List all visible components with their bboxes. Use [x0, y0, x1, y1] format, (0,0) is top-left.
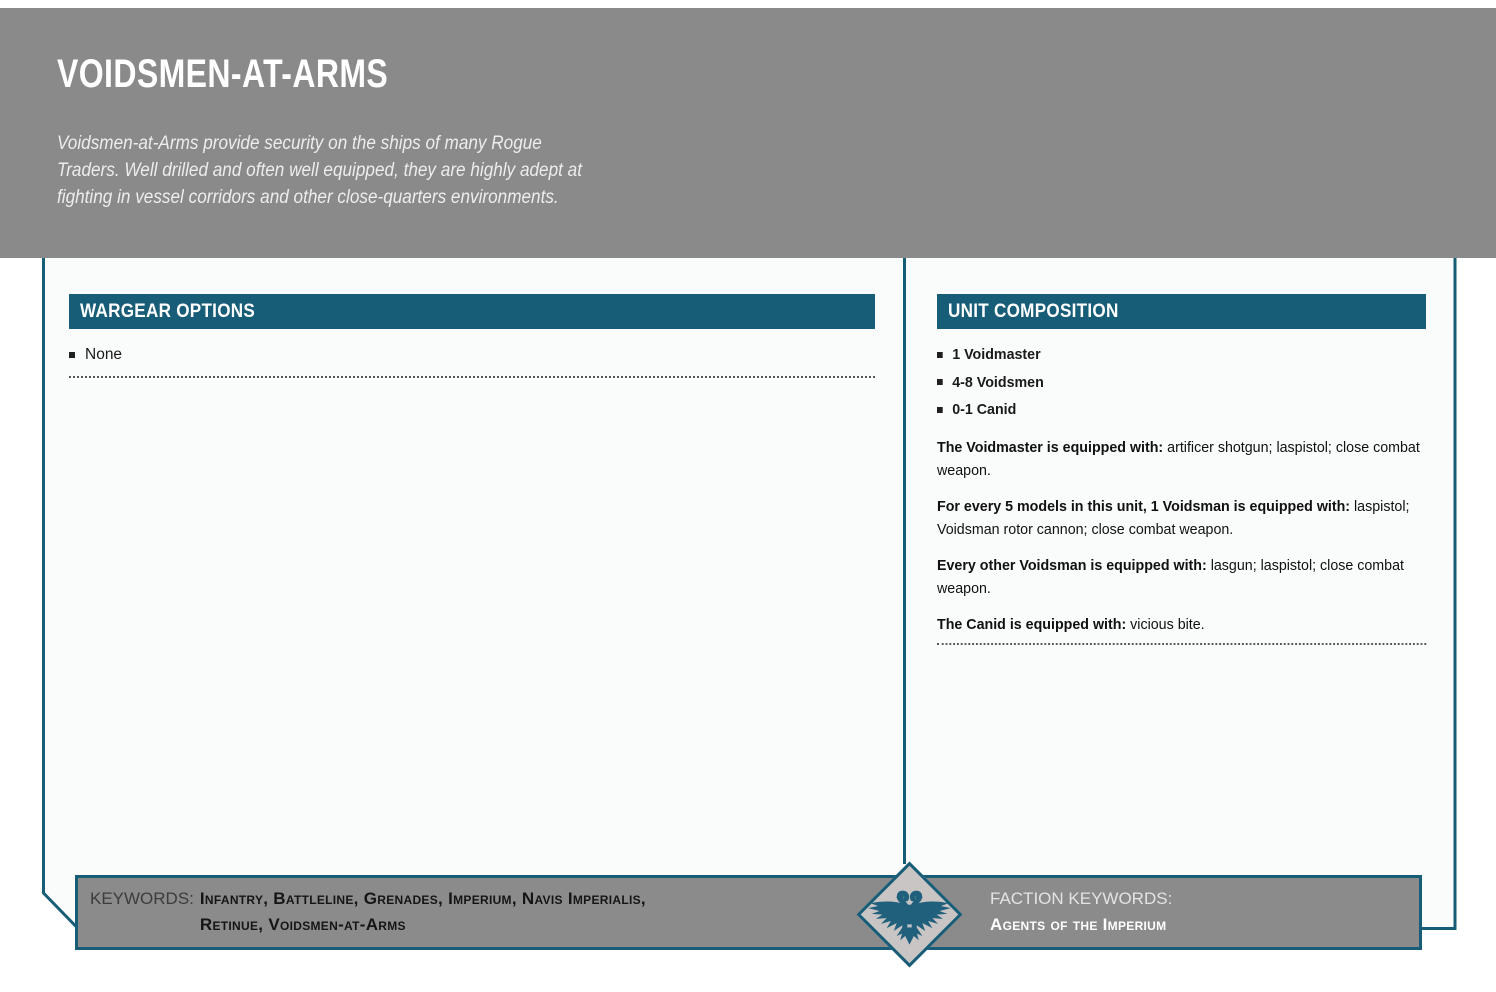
equipment-detail: laspistol; Voidsman rotor cannon; close combat weapon. — [937, 497, 1410, 538]
square-bullet-icon — [69, 352, 75, 358]
equipment-detail: artificer shotgun; laspistol; close combat weapon. — [937, 438, 1420, 479]
page-title: VOIDSMEN-AT-ARMS — [57, 52, 389, 96]
wargear-option-item — [69, 341, 875, 369]
unit-model-item — [937, 396, 1426, 424]
unit-model-label: 4-8 Voidsmen — [952, 373, 1044, 391]
unit-model-item — [937, 369, 1426, 397]
unit-model-item — [937, 341, 1426, 369]
keywords-block — [90, 886, 646, 938]
section-separator — [69, 376, 875, 378]
wargear-options-list — [69, 341, 875, 369]
wargear-option-label: None — [85, 345, 123, 363]
faction-keywords-block — [990, 886, 1172, 938]
keywords-line: Infantry, Battleline, Grenades, Imperium, Navis Imperialis, — [199, 889, 646, 908]
unit-model-label: 0-1 Canid — [952, 401, 1017, 419]
equipment-paragraph — [937, 554, 1426, 601]
wargear-options-title: WARGEAR OPTIONS — [80, 300, 256, 322]
unit-composition-header — [937, 294, 1426, 329]
keywords-bar — [75, 875, 1422, 950]
equipment-lead: The Canid is equipped with: — [937, 615, 1127, 633]
equipment-detail: lasgun; laspistol; close combat weapon. — [937, 556, 1404, 597]
description-line: Traders. Well drilled and often well equipped, they are highly adept at — [57, 159, 582, 181]
square-bullet-icon — [937, 407, 943, 413]
description-line: fighting in vessel corridors and other close-quarters environments. — [57, 186, 559, 208]
equipment-lead: For every 5 models in this unit, 1 Voidsman is equipped with: — [937, 497, 1351, 515]
faction-keywords-label: FACTION KEYWORDS: — [990, 889, 1173, 908]
section-separator — [937, 643, 1426, 645]
equipment-paragraph — [937, 613, 1426, 637]
unit-model-label: 1 Voidmaster — [952, 346, 1041, 364]
unit-composition-body — [937, 341, 1426, 645]
description-line: Voidsmen-at-Arms provide security on the ships of many Rogue — [57, 132, 542, 154]
keywords-list — [200, 886, 646, 938]
faction-keywords-value: Agents of the Imperium — [990, 915, 1167, 934]
equipment-lead: Every other Voidsman is equipped with: — [937, 556, 1207, 574]
square-bullet-icon — [937, 379, 943, 385]
unit-composition-title: UNIT COMPOSITION — [948, 300, 1119, 322]
imperial-aquila-icon — [866, 886, 953, 946]
unit-model-list — [937, 341, 1426, 424]
square-bullet-icon — [937, 352, 943, 358]
keywords-line: Retinue, Voidsmen-at-Arms — [199, 915, 406, 934]
wargear-options-header — [69, 294, 875, 329]
keywords-label: KEYWORDS: — [90, 889, 194, 908]
unit-composition-section — [937, 294, 1426, 645]
column-divider — [903, 258, 906, 864]
equipment-paragraph — [937, 436, 1426, 483]
wargear-options-section — [69, 294, 875, 378]
equipment-detail: vicious bite. — [1126, 615, 1205, 633]
equipment-lead: The Voidmaster is equipped with: — [937, 438, 1164, 456]
equipment-paragraph — [937, 495, 1426, 542]
